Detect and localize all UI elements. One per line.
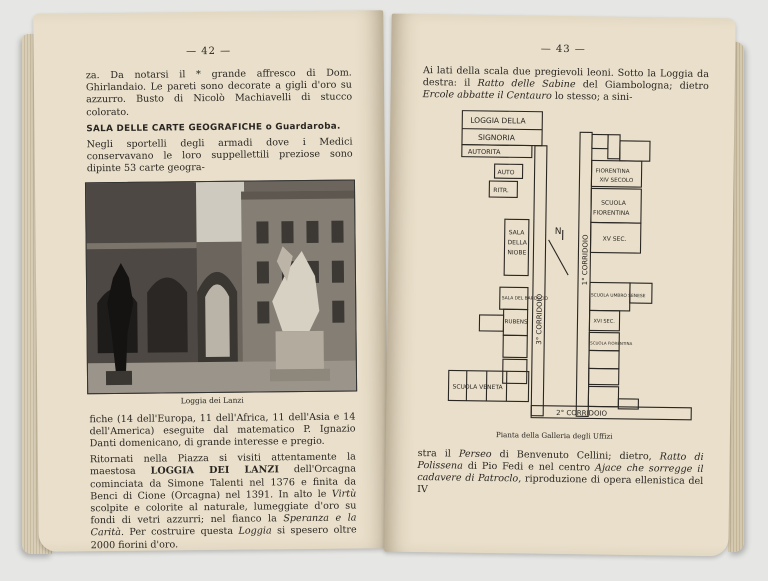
paragraph: fiche (14 dell'Europa, 11 dell'Africa, 11 dell'Asia e 14 dell'America) eseguite dal matematico P. Ignazio Danti domenicano, di grande interesse e pregio. <box>89 411 356 450</box>
italic-term: Ercole abbatte il Centauro <box>422 89 552 103</box>
section-heading <box>86 120 352 135</box>
paragraph: za. Da notarsi il * grande affresco di Dom. Ghirlandaio. Le pareti sono decorate a gigli d'oro su azzurro. Busto di Nicolò Machiavelli di stucco colorato. <box>85 67 353 118</box>
italic-term: Perseo <box>458 448 492 460</box>
bold-term: LOGGIA DEI LANZI <box>150 464 279 478</box>
open-book <box>22 12 744 560</box>
text-span: Ai lati della scala due pregievoli leoni. Sotto la Loggia da destra: il <box>422 65 710 90</box>
loggia-photo <box>85 179 357 394</box>
left-page <box>33 10 389 552</box>
plan-label: RUBENS <box>504 318 528 326</box>
text-span: dell'Orcagna cominciata da Simone Talenti nel 1376 e finita da Benci di Cione (Orcagna) nel 1391. In alto le <box>90 463 357 503</box>
text-span: del Giambologna; dietro <box>575 79 709 93</box>
plan-label: 1° CORRIDOIO <box>581 234 590 286</box>
text-span: stra il <box>417 447 459 460</box>
plan-label: XVI SEC. <box>593 318 615 325</box>
plan-label: LOGGIA DELLA <box>470 115 526 126</box>
paragraph <box>417 448 704 501</box>
plan-label: SIGNORIA <box>477 132 515 142</box>
photo-caption: Loggia dei Lanzi <box>180 395 244 405</box>
plan-label: FIORENTINA <box>595 168 630 175</box>
heading-suffix: o Guardaroba. <box>262 121 341 133</box>
text-span: lo stesso; a sini- <box>551 91 633 104</box>
page-number: — 42 — <box>185 45 232 58</box>
text-span: Ritornati nella Piazza si visiti attentamente la maestosa <box>89 451 356 478</box>
heading-text: SALA DELLE CARTE GEOGRAFICHE <box>86 122 263 135</box>
italic-term: Loggia <box>238 525 272 538</box>
plan-label: 2° CORRIDOIO <box>556 408 608 418</box>
north-label: N <box>554 226 562 237</box>
plan-label: SCUOLA UMBRO SENESE <box>590 293 646 299</box>
italic-term: Ratto delle Sabine <box>477 78 576 91</box>
paragraph: Negli sportelli degli armadi dove i Medici conservavano le loro suppellettili preziose sono dipinte 53 carte geogra- <box>86 136 353 175</box>
paragraph <box>423 65 709 106</box>
plan-label: NIOBE <box>507 248 527 257</box>
text-span: di Benvenuto Cellini; dietro, <box>491 448 660 463</box>
plan-label: SCUOLA VENETA <box>452 383 503 391</box>
plan-label: SALA <box>508 228 525 237</box>
plan-label: XV SEC. <box>602 235 627 243</box>
plan-label: SCUOLA FIORENTINA <box>590 340 633 346</box>
plan-label: 3° CORRIDOIO <box>535 293 544 345</box>
plan-label: RITR. <box>493 186 509 194</box>
plan-label: AUTORITA <box>467 147 501 156</box>
plan-label: SCUOLA <box>601 199 626 207</box>
italic-term: Virtù <box>331 488 357 500</box>
text-span: . Per costruire questa <box>120 526 239 539</box>
plan-caption: Pianta della Galleria degli Uffizi <box>495 429 613 441</box>
plan-label: AUTO <box>497 168 515 176</box>
plan-label: SALA DEL BAROCCIO <box>501 295 549 302</box>
uffizi-floor-plan <box>436 108 711 442</box>
plan-label: DELLA <box>507 238 527 247</box>
right-page <box>384 14 735 557</box>
plan-label: FIORENTINA <box>592 209 630 217</box>
text-span: , riproduzione di opera ellenistica del IV <box>417 473 704 496</box>
text-span: scolpite e colorite al naturale, lumeggiate d'oro su fondi di vetri azzurri; nel fianco la <box>90 500 357 527</box>
text-span: si spesero oltre 2000 fiorini d'oro. <box>90 524 357 551</box>
italic-term: Speranza e la Carità <box>90 512 357 539</box>
page-number: — 43 — <box>540 43 586 56</box>
italic-term: Ajace che sorregge il cadavere di Patroclo <box>417 462 704 485</box>
text-span: di Pio Fedi e nel centro <box>462 460 596 474</box>
paragraph <box>90 452 357 552</box>
italic-term: Ratto di Polissena <box>417 451 704 472</box>
plan-label: XIV SECOLO <box>599 177 634 184</box>
